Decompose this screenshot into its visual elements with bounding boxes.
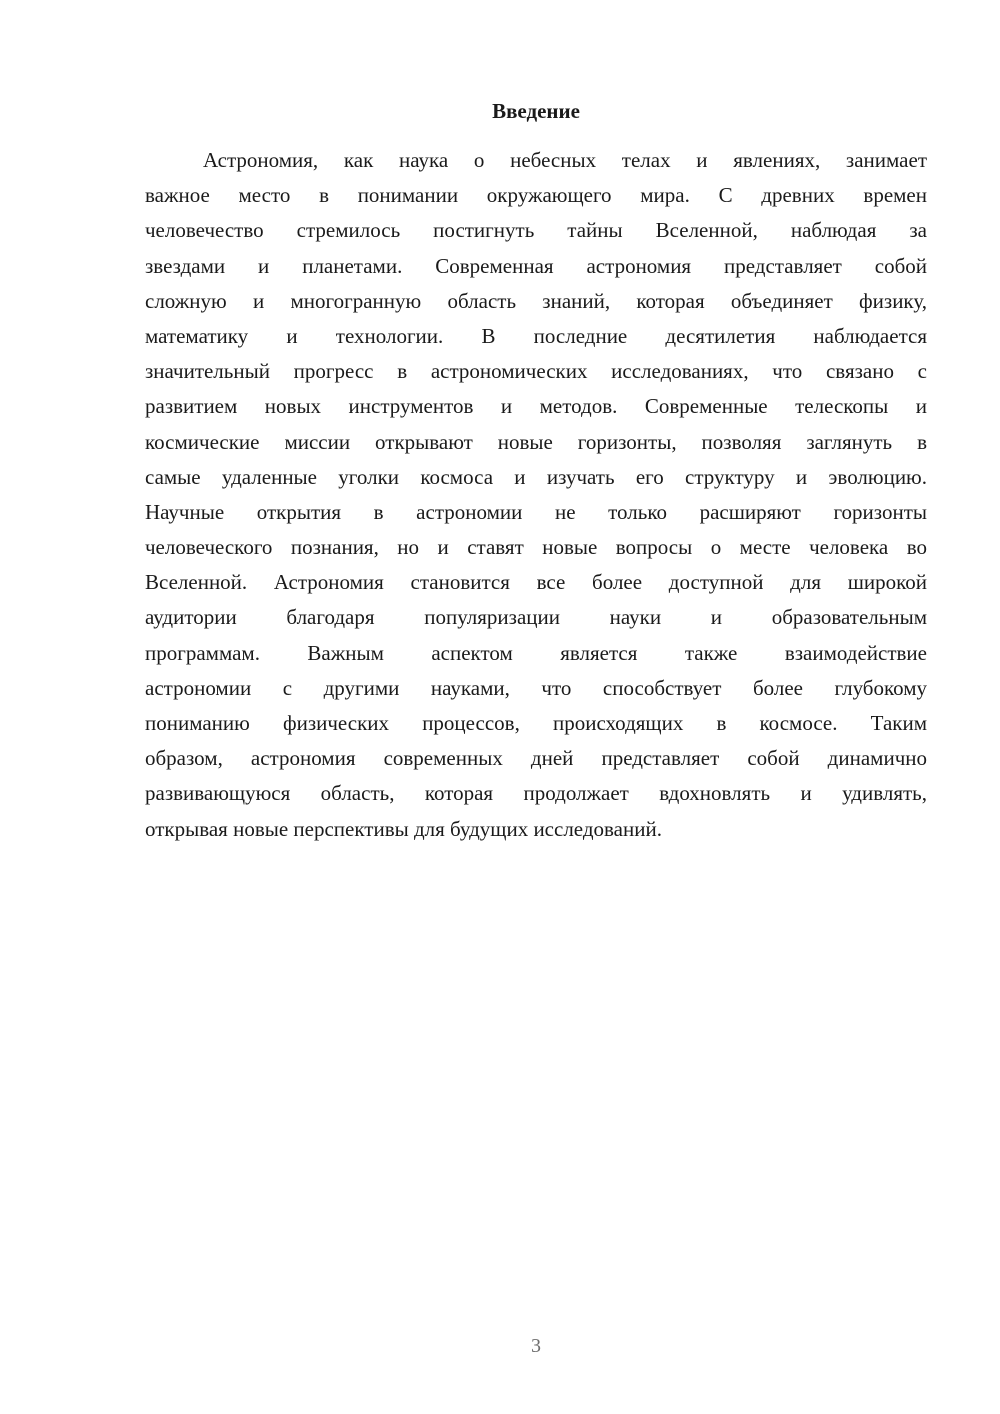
paragraph-line: Научные открытия в астрономии не только расширяют горизонты xyxy=(145,499,927,524)
paragraph-line: аудитории благодаря популяризации науки и образовательным xyxy=(145,605,927,630)
paragraph-line: математику и технологии. В последние десятилетия наблюдается xyxy=(145,323,927,348)
paragraph-line: человеческого познания, но и ставят новые вопросы о месте человека во xyxy=(145,535,927,560)
paragraph-line: важное место в понимании окружающего мира. С древних времен xyxy=(145,183,927,208)
paragraph-line: сложную и многогранную область знаний, которая объединяет физику, xyxy=(145,288,927,313)
paragraph-line: программам. Важным аспектом является также взаимодействие xyxy=(145,640,927,665)
paragraph-line: астрономии с другими науками, что способствует более глубокому xyxy=(145,675,927,700)
paragraph-line: самые удаленные уголки космоса и изучать его структуру и эволюцию. xyxy=(145,464,927,489)
paragraph-line: человечество стремилось постигнуть тайны Вселенной, наблюдая за xyxy=(145,218,927,243)
paragraph-line: открывая новые перспективы для будущих исследований. xyxy=(145,816,662,841)
paragraph-line: звездами и планетами. Современная астрономия представляет собой xyxy=(145,253,927,278)
paragraph-line: Вселенной. Астрономия становится все более доступной для широкой xyxy=(145,570,927,595)
intro-paragraph xyxy=(145,143,927,847)
paragraph-line: Астрономия, как наука о небесных телах и явлениях, занимает xyxy=(203,148,927,172)
paragraph-line: пониманию физических процессов, происходящих в космосе. Таким xyxy=(145,711,927,735)
paragraph-line: значительный прогресс в астрономических исследованиях, что связано с xyxy=(145,359,927,384)
paragraph-line: развивающуюся область, которая продолжает вдохновлять и удивлять, xyxy=(145,781,927,806)
page-number: 3 xyxy=(531,1335,541,1357)
paragraph-line: космические миссии открывают новые горизонты, позволяя заглянуть в xyxy=(145,429,927,454)
paragraph-line: образом, астрономия современных дней представляет собой динамично xyxy=(145,746,927,771)
section-heading: Введение xyxy=(492,99,580,123)
paragraph-line: развитием новых инструментов и методов. Современные телескопы и xyxy=(145,394,927,419)
